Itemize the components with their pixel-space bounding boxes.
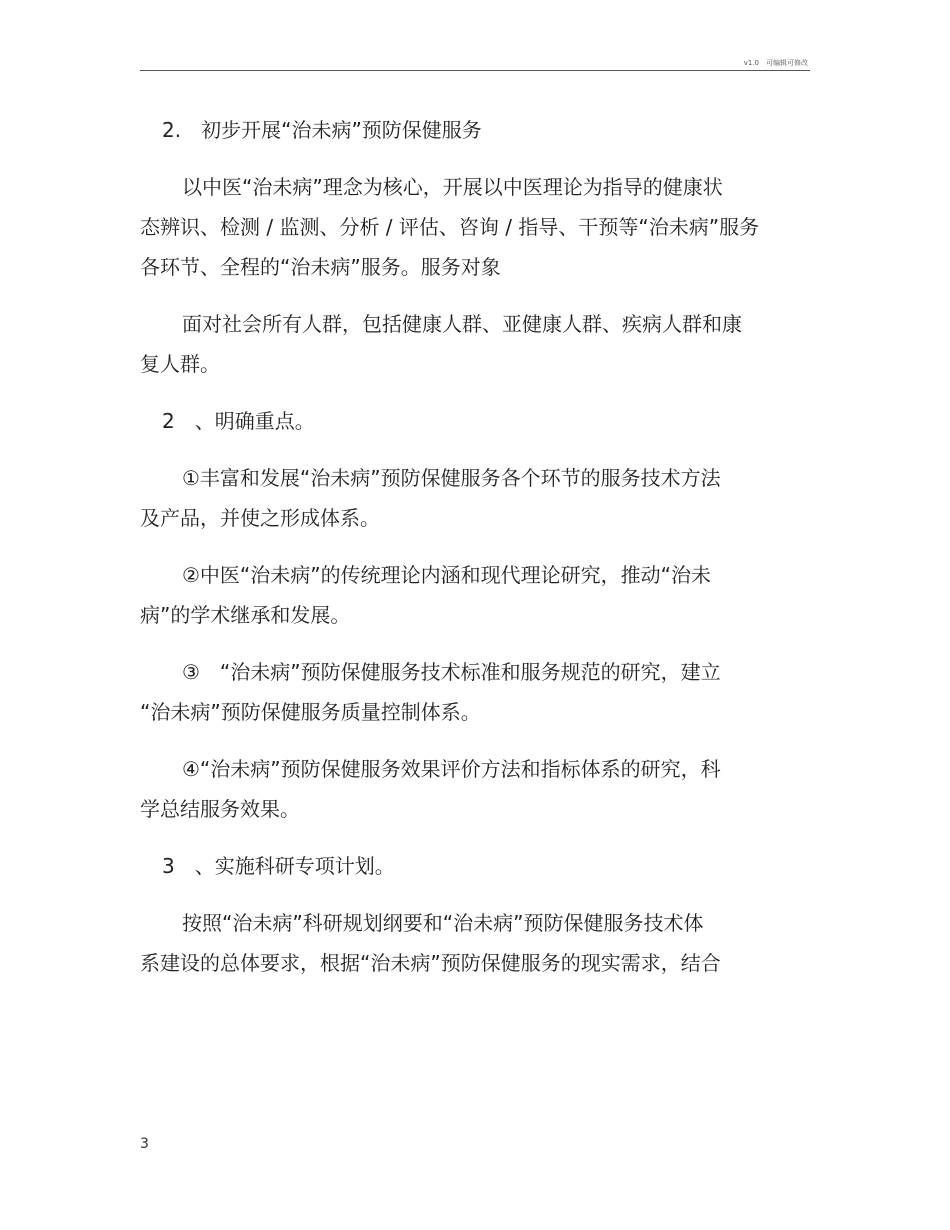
list-item-line: ③ “治未病”预防保健服务技术标准和服务规范的研究，建立 bbox=[182, 660, 721, 684]
paragraph-line: 按照“治未病”科研规划纲要和“治未病”预防保健服务技术体 bbox=[182, 911, 704, 935]
paragraph-line: 系建设的总体要求，根据“治未病”预防保健服务的现实需求，结合 bbox=[140, 951, 721, 975]
section-heading: 3 、实施科研专项计划。 bbox=[162, 854, 395, 878]
list-item-line: 病”的学术继承和发展。 bbox=[140, 603, 351, 627]
paragraph-line: 以中医“治未病”理念为核心，开展以中医理论为指导的健康状 bbox=[182, 175, 723, 199]
list-item-line: ②中医“治未病”的传统理论内涵和现代理论研究，推动“治未 bbox=[182, 563, 712, 587]
header-rule bbox=[140, 70, 810, 71]
list-item-line: 学总结服务效果。 bbox=[140, 797, 300, 821]
paragraph-line: 面对社会所有人群，包括健康人群、亚健康人群、疾病人群和康 bbox=[182, 312, 742, 336]
page-number: 3 bbox=[140, 1136, 149, 1152]
paragraph-line: 复人群。 bbox=[140, 352, 220, 376]
section-heading: 2. 初步开展“治未病”预防保健服务 bbox=[162, 118, 482, 142]
header-version-label: v1.0 可编辑可修改 bbox=[743, 59, 808, 67]
list-item-line: 及产品，并使之形成体系。 bbox=[140, 506, 380, 530]
paragraph-line: 态辨识、检测 / 监测、分析 / 评估、咨询 / 指导、干预等“治未病”服务 bbox=[140, 215, 760, 239]
section-heading: 2 、明确重点。 bbox=[162, 409, 315, 433]
list-item-line: “治未病”预防保健服务质量控制体系。 bbox=[140, 700, 481, 724]
list-item-line: ④“治未病”预防保健服务效果评价方法和指标体系的研究，科 bbox=[182, 757, 721, 781]
document-body bbox=[140, 110, 780, 983]
paragraph-line: 各环节、全程的“治未病”服务。服务对象 bbox=[140, 255, 501, 279]
list-item-line: ①丰富和发展“治未病”预防保健服务各个环节的服务技术方法 bbox=[182, 466, 721, 490]
